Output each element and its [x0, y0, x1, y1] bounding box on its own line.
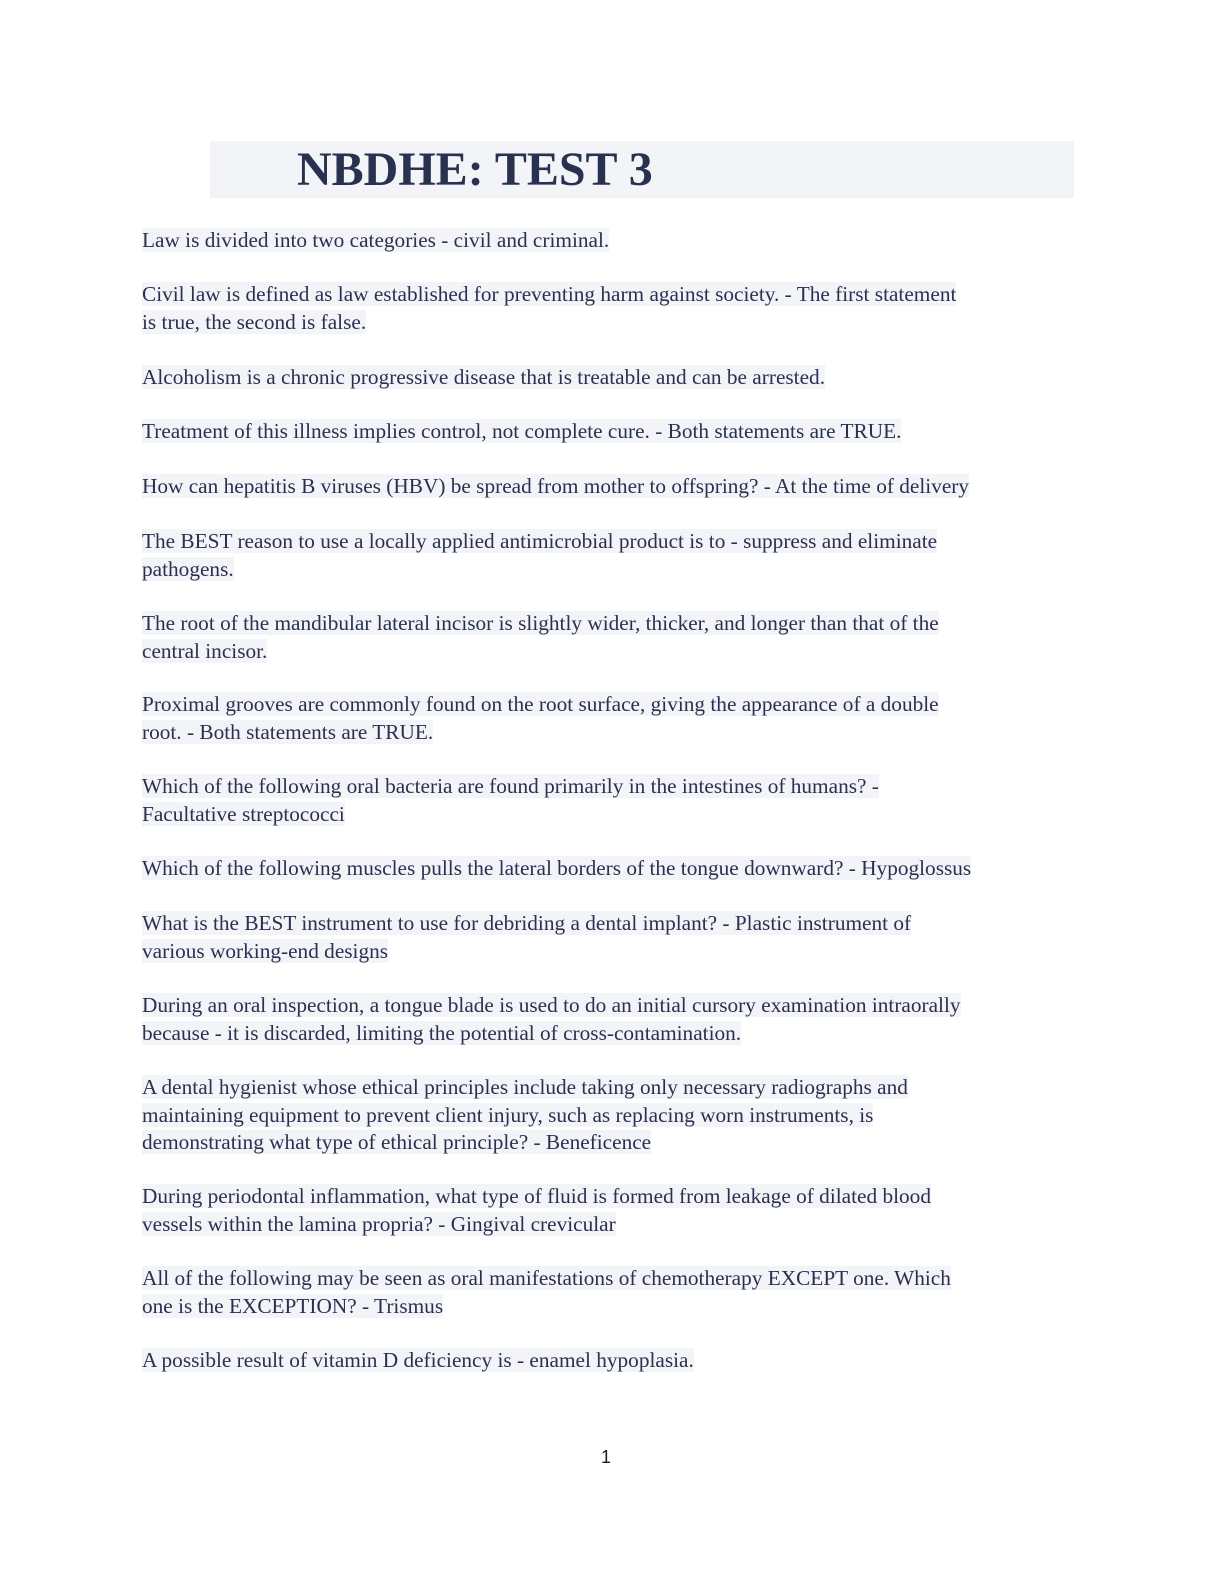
qa-line: During periodontal inflammation, what type of fluid is formed from leakage of dilated blood — [142, 1184, 931, 1208]
qa-paragraph — [142, 610, 1082, 665]
qa-paragraph — [142, 992, 1082, 1047]
qa-line: is true, the second is false. — [142, 309, 367, 334]
qa-line: various working-end designs — [142, 938, 389, 963]
qa-line: pathogens. — [142, 556, 234, 581]
qa-line: All of the following may be seen as oral manifestations of chemotherapy EXCEPT one. Which — [142, 1266, 951, 1290]
qa-line: How can hepatitis B viruses (HBV) be spread from mother to offspring? - At the time of delivery — [142, 474, 970, 498]
qa-paragraph — [142, 1074, 1082, 1157]
qa-paragraph — [142, 691, 1082, 746]
qa-line: What is the BEST instrument to use for debriding a dental implant? - Plastic instrument of — [142, 911, 912, 935]
qa-line: vessels within the lamina propria? - Gingival crevicular — [142, 1211, 616, 1236]
qa-paragraph — [142, 855, 1082, 883]
qa-line: Which of the following muscles pulls the lateral borders of the tongue downward? - Hypoglossus — [142, 856, 972, 880]
qa-line: A dental hygienist whose ethical principles include taking only necessary radiographs and — [142, 1075, 908, 1099]
qa-line: because - it is discarded, limiting the potential of cross-contamination. — [142, 1020, 742, 1045]
qa-line: The root of the mandibular lateral incisor is slightly wider, thicker, and longer than that of the — [142, 611, 939, 635]
qa-line: Facultative streptococci — [142, 801, 345, 826]
page-title: NBDHE: TEST 3 — [297, 143, 653, 196]
qa-line: one is the EXCEPTION? - Trismus — [142, 1293, 444, 1318]
qa-line: Law is divided into two categories - civil and criminal. — [142, 228, 610, 252]
qa-line: root. - Both statements are TRUE. — [142, 719, 434, 744]
qa-line: Alcoholism is a chronic progressive disease that is treatable and can be arrested. — [142, 365, 826, 389]
qa-line: During an oral inspection, a tongue blade is used to do an initial cursory examination intraorally — [142, 993, 961, 1017]
qa-paragraph — [142, 418, 1082, 446]
qa-line: The BEST reason to use a locally applied antimicrobial product is to - suppress and eliminate — [142, 529, 938, 553]
qa-line: Proximal grooves are commonly found on the root surface, giving the appearance of a double — [142, 692, 939, 716]
qa-paragraph — [142, 227, 1082, 255]
qa-paragraph — [142, 281, 1082, 336]
qa-line: A possible result of vitamin D deficiency is - enamel hypoplasia. — [142, 1348, 694, 1372]
qa-paragraph — [142, 528, 1082, 583]
qa-line: demonstrating what type of ethical principle? - Beneficence — [142, 1130, 652, 1154]
qa-paragraph — [142, 773, 1082, 828]
qa-paragraph — [142, 1347, 1082, 1375]
qa-line: Which of the following oral bacteria are found primarily in the intestines of humans? - — [142, 774, 879, 798]
qa-paragraph — [142, 473, 1082, 501]
qa-paragraph — [142, 1265, 1082, 1320]
qa-line: Treatment of this illness implies control, not complete cure. - Both statements are TRUE. — [142, 419, 902, 443]
page-number: 1 — [600, 1447, 611, 1467]
qa-line: Civil law is defined as law established for preventing harm against society. - The first statement — [142, 282, 957, 306]
qa-paragraph — [142, 910, 1082, 965]
qa-line: maintaining equipment to prevent client injury, such as replacing worn instruments, is — [142, 1102, 874, 1127]
qa-paragraph — [142, 1183, 1082, 1238]
qa-paragraph — [142, 364, 1082, 392]
qa-line: central incisor. — [142, 638, 268, 663]
